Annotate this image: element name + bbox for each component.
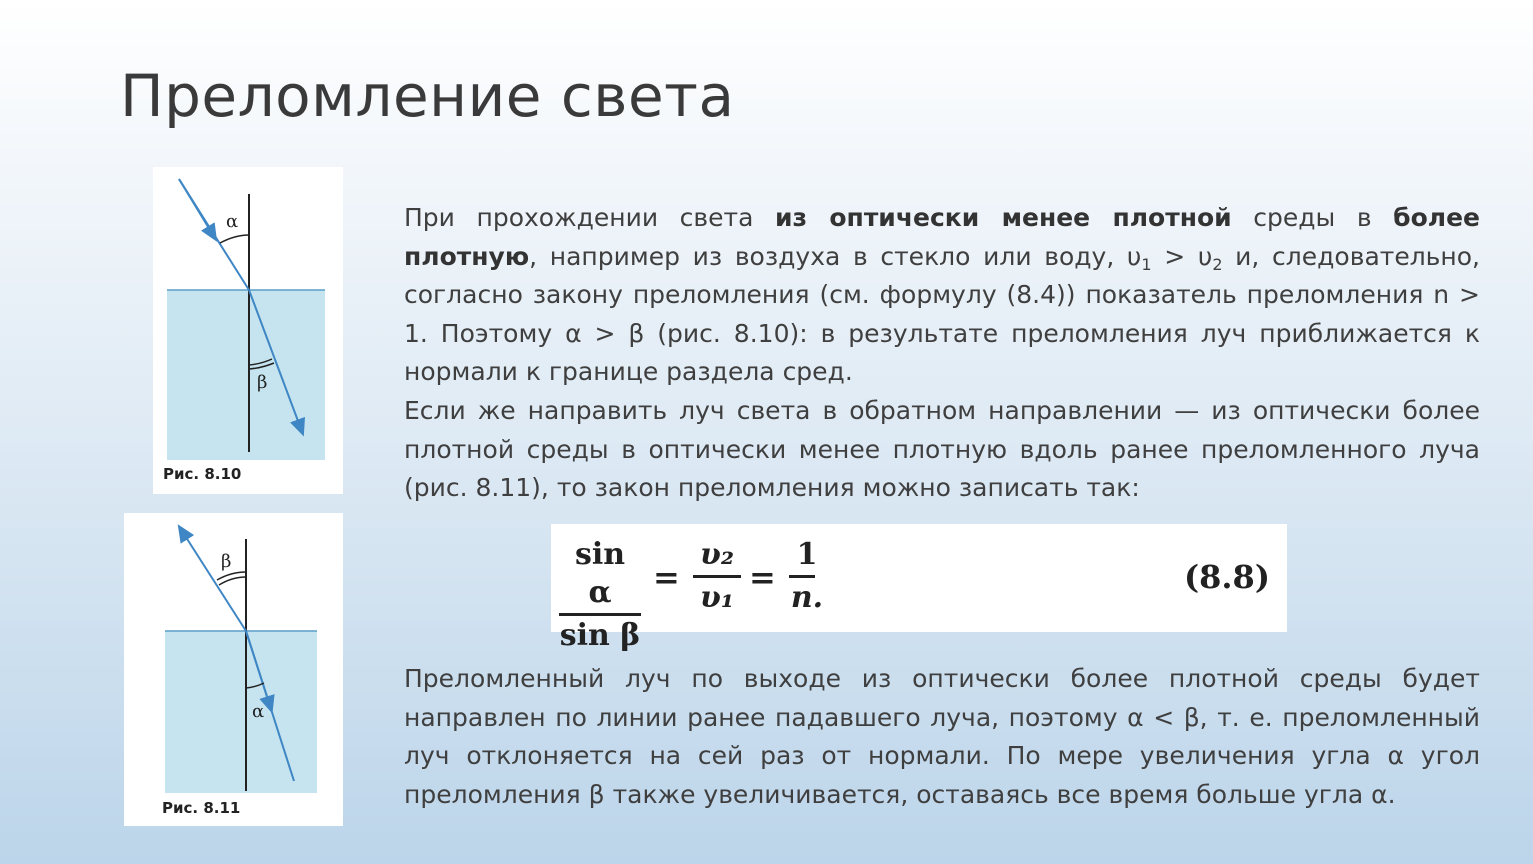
paragraph-reverse-direction: Если же направить луч света в обратном направлении — из оптически более плотной среды в оптически менее плотную вдоль ранее преломленного луча (рис. 8.11), то закон преломления можно записать так: (404, 395, 1480, 503)
subscript: 2 (1212, 254, 1223, 274)
figure-caption: Рис. 8.10 (163, 465, 242, 483)
angle-beta-label: β (221, 551, 232, 572)
fraction-numerator: 1 (796, 537, 818, 572)
figure-8-11 (124, 513, 343, 826)
angle-alpha-label: α (226, 211, 239, 232)
fraction-velocity (693, 536, 741, 617)
angle-alpha-label: α (252, 701, 265, 722)
refraction-diagram-8-10 (153, 167, 343, 494)
equation-number: (8.8) (1184, 558, 1270, 596)
water-medium (167, 290, 325, 460)
formula-8-8 (551, 524, 1287, 653)
angle-alpha-arc (220, 235, 249, 243)
angle-beta-label: β (257, 372, 268, 393)
subscript: 1 (1141, 254, 1152, 274)
water-medium (165, 631, 317, 793)
fraction-numerator: sin α (574, 537, 626, 610)
equals-sign: = (749, 558, 776, 596)
angle-beta-arc (219, 577, 246, 585)
text-span: При прохождении света (404, 203, 775, 232)
paragraph-refraction-denser (404, 199, 1480, 392)
body-text-bottom (404, 660, 1480, 814)
slide-title: Преломление света (120, 62, 735, 130)
fraction-denominator: υ₁ (700, 580, 734, 615)
fraction-index (789, 536, 825, 617)
fraction-bar (559, 613, 641, 616)
incident-ray (179, 179, 249, 290)
fraction-bar (789, 575, 815, 578)
fraction-denominator: sin β (559, 618, 641, 653)
bold-text-more-dense: более плотную (404, 203, 1480, 271)
text-span: > υ (1151, 241, 1213, 271)
refraction-diagram-8-11 (124, 513, 343, 826)
equals-sign: = (653, 558, 680, 596)
figure-caption: Рис. 8.11 (162, 799, 241, 817)
bold-text-less-dense: из оптически менее плотной (775, 203, 1232, 232)
paragraph-emerging-ray: Преломленный луч по выходе из оптически более плотной среды будет направлен по линии ранее падавшего луча, поэтому α < β, т. е. преломленный луч отклоняется на сей раз от нормали. По мере увеличения угла α угол преломления β также увеличивается, оставаясь все время больше угла α. (404, 664, 1480, 809)
text-span: , например из воздуха в стекло или воду, υ (529, 241, 1142, 271)
body-text-top (404, 199, 1480, 508)
fraction-sin (559, 536, 641, 655)
emerging-ray (182, 531, 246, 631)
fraction-numerator: υ₂ (700, 537, 734, 572)
figure-8-10 (153, 167, 343, 494)
fraction-denominator: n. (790, 580, 824, 615)
text-span: и, следовательно, согласно закону преломления (см. формулу (8.4)) показатель преломления n > 1. Поэтому α > β (рис. 8.10): в результате преломления луч приближается к нормали к границе раздела сред. (404, 241, 1481, 387)
fraction-bar (693, 575, 741, 578)
text-span: среды в (1231, 203, 1394, 232)
